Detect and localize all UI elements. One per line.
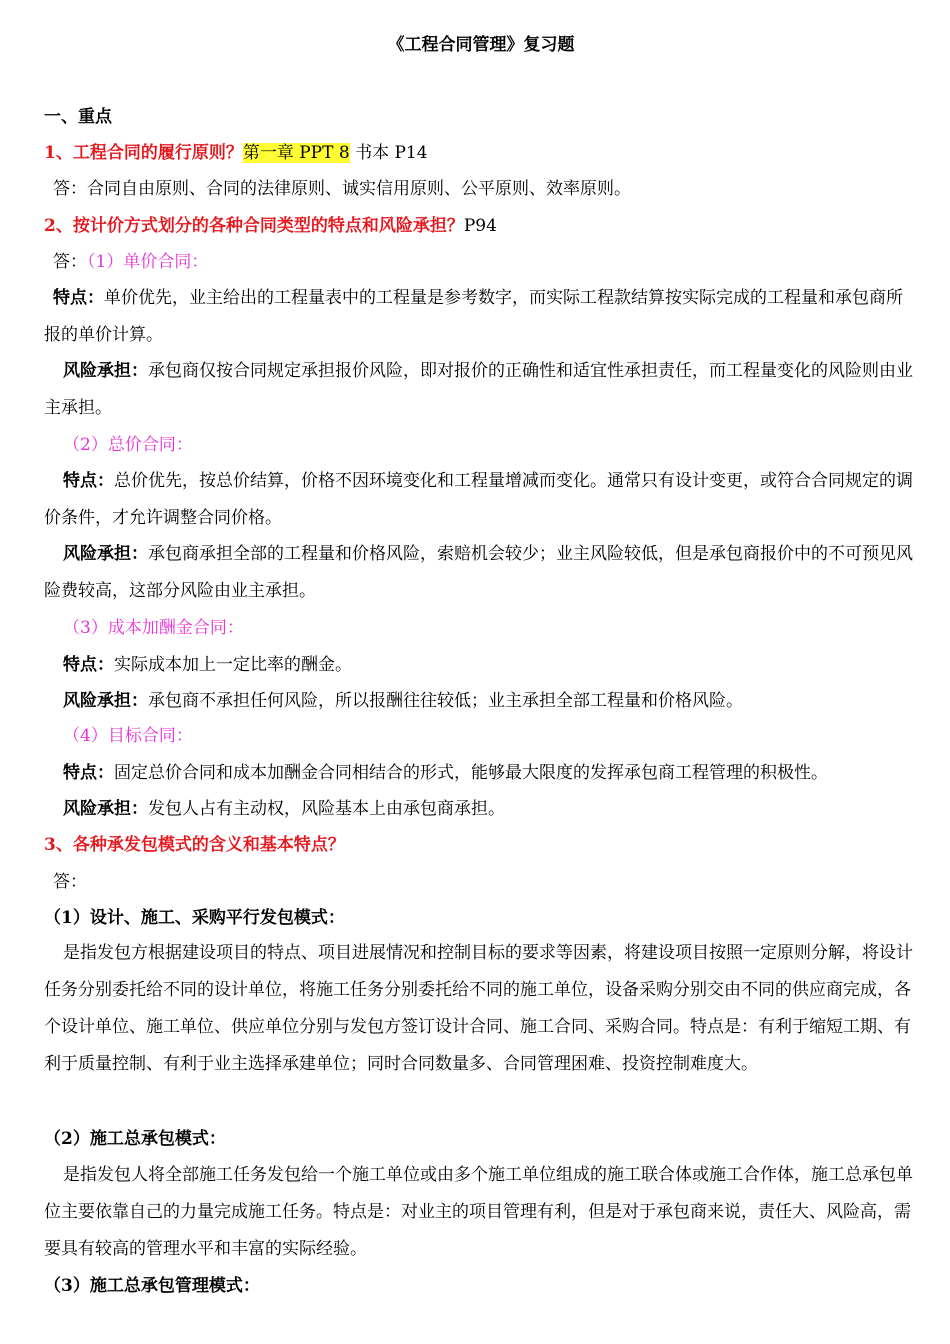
risk-label: 风险承担： <box>63 361 148 381</box>
question-1-highlight: 第一章 PPT 8 <box>242 143 350 163</box>
question-2-text: 2、按计价方式划分的各种合同类型的特点和风险承担？ <box>44 216 464 236</box>
contract-type-4-feature <box>44 762 937 784</box>
risk-label: 风险承担： <box>63 544 148 564</box>
contract-type-4-feature-text: 固定总价合同和成本加酬金合同相结合的形式，能够最大限度的发挥承包商工程管理的积极性。 <box>114 763 828 783</box>
mode-2-name: （2）施工总承包模式： <box>44 1129 226 1149</box>
question-1-text: 1、工程合同的履行原则？ <box>44 143 243 163</box>
contract-type-1-feature-text: 单价优先，业主给出的工程量表中的工程量是参考数字，而实际工程款结算按实际完成的工程量和承包商所报的单价计算。 <box>44 288 903 345</box>
contract-type-4-name: （4）目标合同： <box>63 726 193 746</box>
feature-label: 特点： <box>63 763 114 783</box>
contract-type-4-risk-text: 发包人占有主动权，风险基本上由承包商承担。 <box>148 799 505 819</box>
contract-type-3-risk-text: 承包商不承担任何风险，所以报酬往往较低；业主承担全部工程量和价格风险。 <box>148 691 743 711</box>
feature-label: 特点： <box>63 471 114 491</box>
question-1 <box>44 142 918 164</box>
contract-type-3-feature <box>44 654 937 676</box>
contract-type-1-risk-text: 承包商仅按合同规定承担报价风险，即对报价的正确性和适宜性承担责任，而工程量变化的风险则由业主承担。 <box>44 361 913 418</box>
answer-2-type-1 <box>44 251 927 273</box>
question-3: 3、各种承发包模式的含义和基本特点？ <box>44 835 345 855</box>
contract-type-2-risk <box>44 536 918 610</box>
contract-type-2-feature <box>44 463 918 537</box>
mode-1-name: （1）设计、施工、采购平行发包模式： <box>44 908 345 928</box>
section-heading-key-points: 一、重点 <box>44 107 112 127</box>
contract-type-3-risk <box>44 690 937 712</box>
risk-label: 风险承担： <box>63 691 148 711</box>
question-1-ref: 书本 P14 <box>349 143 428 163</box>
risk-label: 风险承担： <box>63 799 148 819</box>
contract-type-2-risk-text: 承包商承担全部的工程量和价格风险，索赔机会较少；业主风险较低，但是承包商报价中的不可预见风险费较高，这部分风险由业主承担。 <box>44 544 913 601</box>
mode-3-name: （3）施工总承包管理模式： <box>44 1276 260 1296</box>
answer-prefix: 答： <box>53 252 87 272</box>
contract-type-3-name: （3）成本加酬金合同： <box>63 618 244 638</box>
contract-type-3-feature-text: 实际成本加上一定比率的酬金。 <box>114 655 352 675</box>
contract-type-4-risk <box>44 798 937 820</box>
contract-type-1-risk <box>44 353 918 427</box>
contract-type-1-feature <box>44 280 918 354</box>
feature-label: 特点： <box>53 288 104 308</box>
contract-type-2-name: （2）总价合同： <box>63 435 193 455</box>
mode-2-text: 是指发包人将全部施工任务发包给一个施工单位或由多个施工单位组成的施工联合体或施工合作体，施工总承包单位主要依靠自己的力量完成施工任务。特点是：对业主的项目管理有利，但是对于承包商来说，责任大、风险高，需要具有较高的管理水平和丰富的实际经验。 <box>44 1165 913 1259</box>
feature-label: 特点： <box>63 655 114 675</box>
answer-3-prefix: 答： <box>53 872 87 892</box>
document-title: 《工程合同管理》复习题 <box>387 35 575 55</box>
question-2 <box>44 215 918 237</box>
question-2-ref: P94 <box>463 216 497 236</box>
contract-type-1-name: （1）单价合同： <box>87 252 209 272</box>
mode-1-text: 是指发包方根据建设项目的特点、项目进展情况和控制目标的要求等因素，将建设项目按照一定原则分解，将设计任务分别委托给不同的设计单位，将施工任务分别委托给不同的施工单位，设备采购分别交由不同的供应商完成，各个设计单位、施工单位、供应单位分别与发包方签订设计合同、施工合同、采购合同。特点是：有利于缩短工期、有利于质量控制、有利于业主选择承建单位；同时合同数量多、合同管理困难、投资控制难度大。 <box>44 943 913 1074</box>
answer-1: 答：合同自由原则、合同的法律原则、诚实信用原则、公平原则、效率原则。 <box>53 179 631 199</box>
contract-type-2-feature-text: 总价优先，按总价结算，价格不因环境变化和工程量增减而变化。通常只有设计变更，或符合合同规定的调价条件，才允许调整合同价格。 <box>44 471 913 528</box>
